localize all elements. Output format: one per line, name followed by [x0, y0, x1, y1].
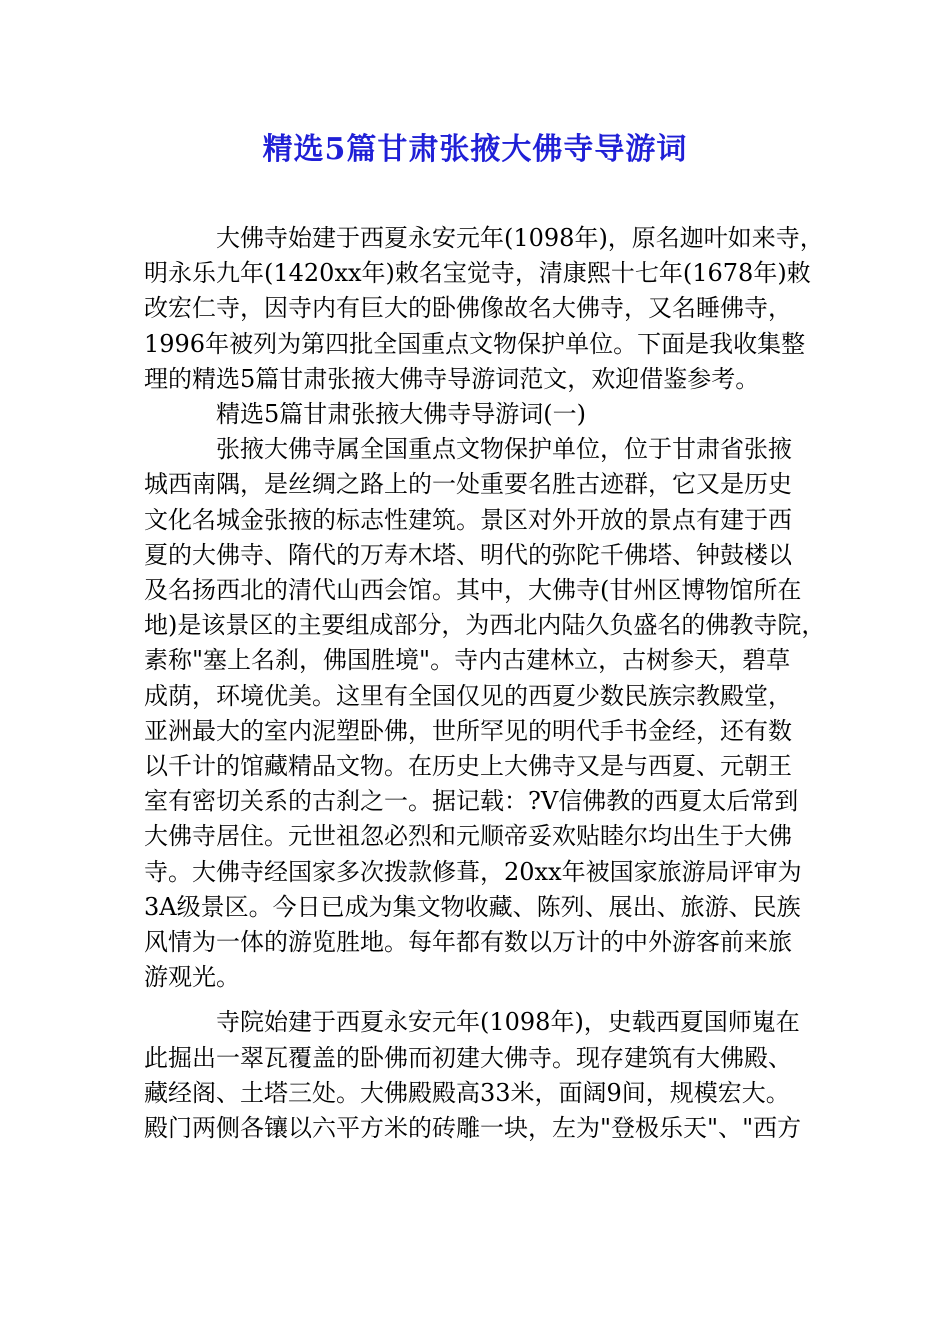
- text-line: 室有密切关系的古刹之一。据记载：?V信佛教的西夏太后常到: [144, 787, 799, 816]
- text-line: 城西南隅，是丝绸之路上的一处重要名胜古迹群，它又是历史: [144, 470, 792, 499]
- text-line: 改宏仁寺，因寺内有巨大的卧佛像故名大佛寺，又名睡佛寺，: [144, 294, 792, 323]
- text-line: 理的精选5篇甘肃张掖大佛寺导游词范文，欢迎借鉴参考。: [144, 364, 760, 393]
- document-body: [144, 221, 824, 1146]
- text-line: 此掘出一翠瓦覆盖的卧佛而初建大佛寺。现存建筑有大佛殿、: [144, 1043, 792, 1072]
- text-line: 明永乐九年(1420xx年)敕名宝觉寺，清康熙十七年(1678年)敕: [144, 259, 811, 288]
- text-line: 成荫，环境优美。这里有全国仅见的西夏少数民族宗教殿堂，: [144, 681, 792, 710]
- text-line: 素称"塞上名刹，佛国胜境"。寺内古建林立，古树参天，碧草: [144, 646, 791, 675]
- text-line: 藏经阁、土塔三处。大佛殿殿高33米，面阔9间，规模宏大。: [144, 1078, 790, 1107]
- text-line: 大佛寺始建于西夏永安元年(1098年)，原名迦叶如来寺，: [216, 224, 824, 252]
- text-line: 游观光。: [144, 963, 240, 992]
- text-line: 文化名城金张掖的标志性建筑。景区对外开放的景点有建于西: [144, 505, 792, 534]
- text-line: 夏的大佛寺、隋代的万寿木塔、明代的弥陀千佛塔、钟鼓楼以: [144, 540, 792, 569]
- text-line: 风情为一体的游览胜地。每年都有数以万计的中外游客前来旅: [144, 928, 792, 957]
- text-line: 张掖大佛寺属全国重点文物保护单位，位于甘肃省张掖: [216, 435, 792, 464]
- text-line: 大佛寺居住。元世祖忽必烈和元顺帝妥欢贴睦尔均出生于大佛: [144, 822, 792, 851]
- text-line: 1996年被列为第四批全国重点文物保护单位。下面是我收集整: [144, 329, 806, 358]
- text-line: 寺院始建于西夏永安元年(1098年)，史载西夏国师嵬在: [216, 1008, 800, 1037]
- text-line: 3A级景区。今日已成为集文物收藏、陈列、展出、旅游、民族: [144, 892, 801, 921]
- paragraph-temple: [144, 1005, 824, 1146]
- paragraph-main: [144, 432, 824, 995]
- text-line: 精选5篇甘肃张掖大佛寺导游词(一): [216, 400, 586, 429]
- text-line: 寺。大佛寺经国家多次拨款修葺，20xx年被国家旅游局评审为: [144, 857, 802, 886]
- paragraph-intro: [144, 221, 824, 397]
- text-line: 殿门两侧各镶以六平方米的砖雕一块，左为"登极乐天"、"西方: [144, 1114, 802, 1143]
- text-line: 亚洲最大的室内泥塑卧佛，世所罕见的明代手书金经，还有数: [144, 716, 792, 745]
- document-title: 精选5篇甘肃张掖大佛寺导游词: [262, 132, 688, 167]
- text-line: 以千计的馆藏精品文物。在历史上大佛寺又是与西夏、元朝王: [144, 752, 792, 781]
- section-heading: [144, 397, 824, 432]
- text-line: 及名扬西北的清代山西会馆。其中，大佛寺(甘州区博物馆所在: [144, 576, 802, 605]
- text-line: 地)是该景区的主要组成部分，为西北内陆久负盛名的佛教寺院，: [144, 611, 826, 640]
